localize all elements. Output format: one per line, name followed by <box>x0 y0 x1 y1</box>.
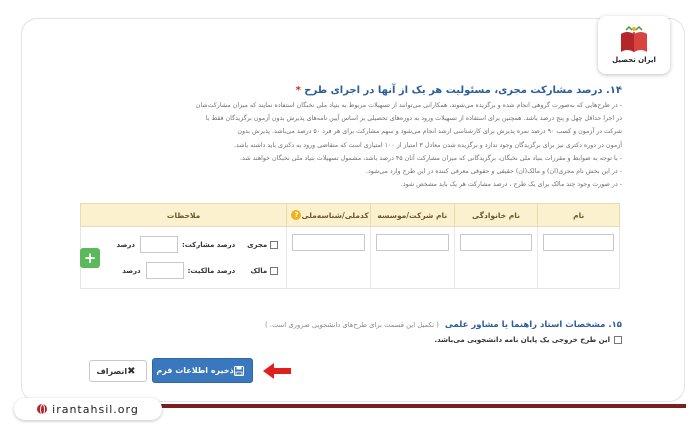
section-15-heading: مشخصات استاد راهنما یا مشاور علمی <box>444 320 606 330</box>
cancel-label: انصراف <box>96 366 128 376</box>
desc-line: - در صورت وجود چند مالک برای یک طرح ، درصد مشارکت هر یک باید مشخص شود. <box>400 181 622 189</box>
section-14-heading: درصد مشارکت مجری، مسئولیت هر یک از آنها در اجرای طرح <box>304 85 603 96</box>
thesis-output-label: این طرح خروجی یک پایان نامه دانشجویی می‌باشد. <box>434 336 610 344</box>
cell-family <box>454 227 538 288</box>
header-name: نام <box>537 204 619 226</box>
thesis-output-row <box>434 336 622 344</box>
owner-label: مالک <box>250 266 268 275</box>
header-notes: ملاحظات <box>166 210 201 220</box>
header-family: نام خانوادگی <box>454 204 538 226</box>
header-company: نام شرکت/موسسه <box>370 204 454 226</box>
desc-line: - در طرح‌هایی که به‌صورت گروهی انجام شده و برگزیده می‌شوند، همکارانی می‌توانند از تسهیلات مربوط به بنیاد ملی نخبگان استفاده نمایند که میزان مشارکت‌شان <box>195 102 622 109</box>
cell-company <box>370 227 454 288</box>
percent-unit: درصد <box>122 266 141 275</box>
executor-label: مجری <box>247 240 268 249</box>
section-14-number: ۱۴. <box>605 85 622 96</box>
family-input[interactable] <box>460 234 533 251</box>
percent-unit: درصد <box>116 240 135 249</box>
add-row-button[interactable]: + <box>80 248 100 268</box>
header-national-code <box>286 204 370 226</box>
desc-line: - با توجه به ضوابط و مقررات بنیاد ملی نخبگان، برگزیدگانی که میزان مشارکت آنان ۴۵ درصد باشد، مشمول تسهیلات بنیاد ملی نخبگان خواهند شد. <box>240 154 622 162</box>
participants-table <box>80 203 620 289</box>
cell-name <box>537 227 619 288</box>
ownership-percent-input[interactable] <box>146 262 184 279</box>
desc-line: - در این بخش نام مجری(ان) و مالک(ان) حقیقی و حقوقی معرفی کننده در این طرح وارد می‌شود. <box>365 168 622 176</box>
site-badge <box>14 398 162 420</box>
desc-line: شرکت در آزمون و کسب ۹۰ درصد نمره پذیرش برای کارشناسی ارشد انجام می‌شود و سهم مشارکت برای هر فرد ۵۰ درصد می‌باشد. پذیرش بدون <box>237 128 622 136</box>
desc-line: در اجرا حداقل چهل و پنج درصد باشد. همچنین برای استفاده از تسهیلات ورود به دوره‌های تحصیلی بر اساس آیین نامه‌های پذیرش بدون آزمون برگزیدگان فقط با <box>205 115 622 123</box>
thesis-output-checkbox[interactable] <box>614 336 622 344</box>
required-star: * <box>295 85 301 96</box>
book-icon <box>617 26 651 54</box>
section-15-number: ۱۵. <box>608 320 622 330</box>
cell-national-code <box>286 227 370 288</box>
help-icon[interactable]: ? <box>291 210 301 220</box>
participation-percent-input[interactable] <box>140 236 178 253</box>
table-row <box>80 227 620 289</box>
footer-line <box>140 404 686 408</box>
owner-checkbox[interactable] <box>270 267 278 275</box>
owner-row <box>122 262 278 279</box>
executor-row <box>117 236 279 253</box>
cell-notes <box>81 227 286 288</box>
section-14-description <box>36 99 622 191</box>
executor-checkbox[interactable] <box>270 241 278 249</box>
desc-line: آزمون در دوره دکتری نیز برای برگزیدگان وجود ندارد و برگزیده شدن معادل ۳ امتیاز از ۱۰۰ امتیازی است که متقاضی ورود به دکتری باید داشته باشد. <box>233 141 622 149</box>
logo-text: ایران تحصیل <box>612 56 656 64</box>
section-15-note: ( تکمیل این قسمت برای طرح‌های دانشجویی ضروری است. ) <box>264 321 439 329</box>
section-15-title <box>265 320 622 330</box>
save-form-button[interactable] <box>152 358 253 383</box>
pointer-arrow-icon <box>262 362 292 380</box>
ownership-label: درصد مالکیت: <box>187 266 236 275</box>
close-icon: ✖ <box>127 365 136 377</box>
cancel-button[interactable] <box>89 360 147 382</box>
participation-label: درصد مشارکت: <box>181 240 236 249</box>
site-url: irantahsil.org <box>52 402 139 416</box>
section-14-title <box>292 85 622 96</box>
national-code-input[interactable] <box>292 234 365 251</box>
company-input[interactable] <box>376 234 449 251</box>
name-input[interactable] <box>543 234 614 251</box>
floppy-disk-icon <box>234 366 244 376</box>
header-national-code-label: کدملی/شناسه‌ملی <box>301 210 369 220</box>
globe-icon <box>37 404 47 414</box>
logo <box>598 16 670 74</box>
save-form-label: ذخیره اطلاعات فرم <box>156 366 234 375</box>
table-header <box>80 203 620 227</box>
